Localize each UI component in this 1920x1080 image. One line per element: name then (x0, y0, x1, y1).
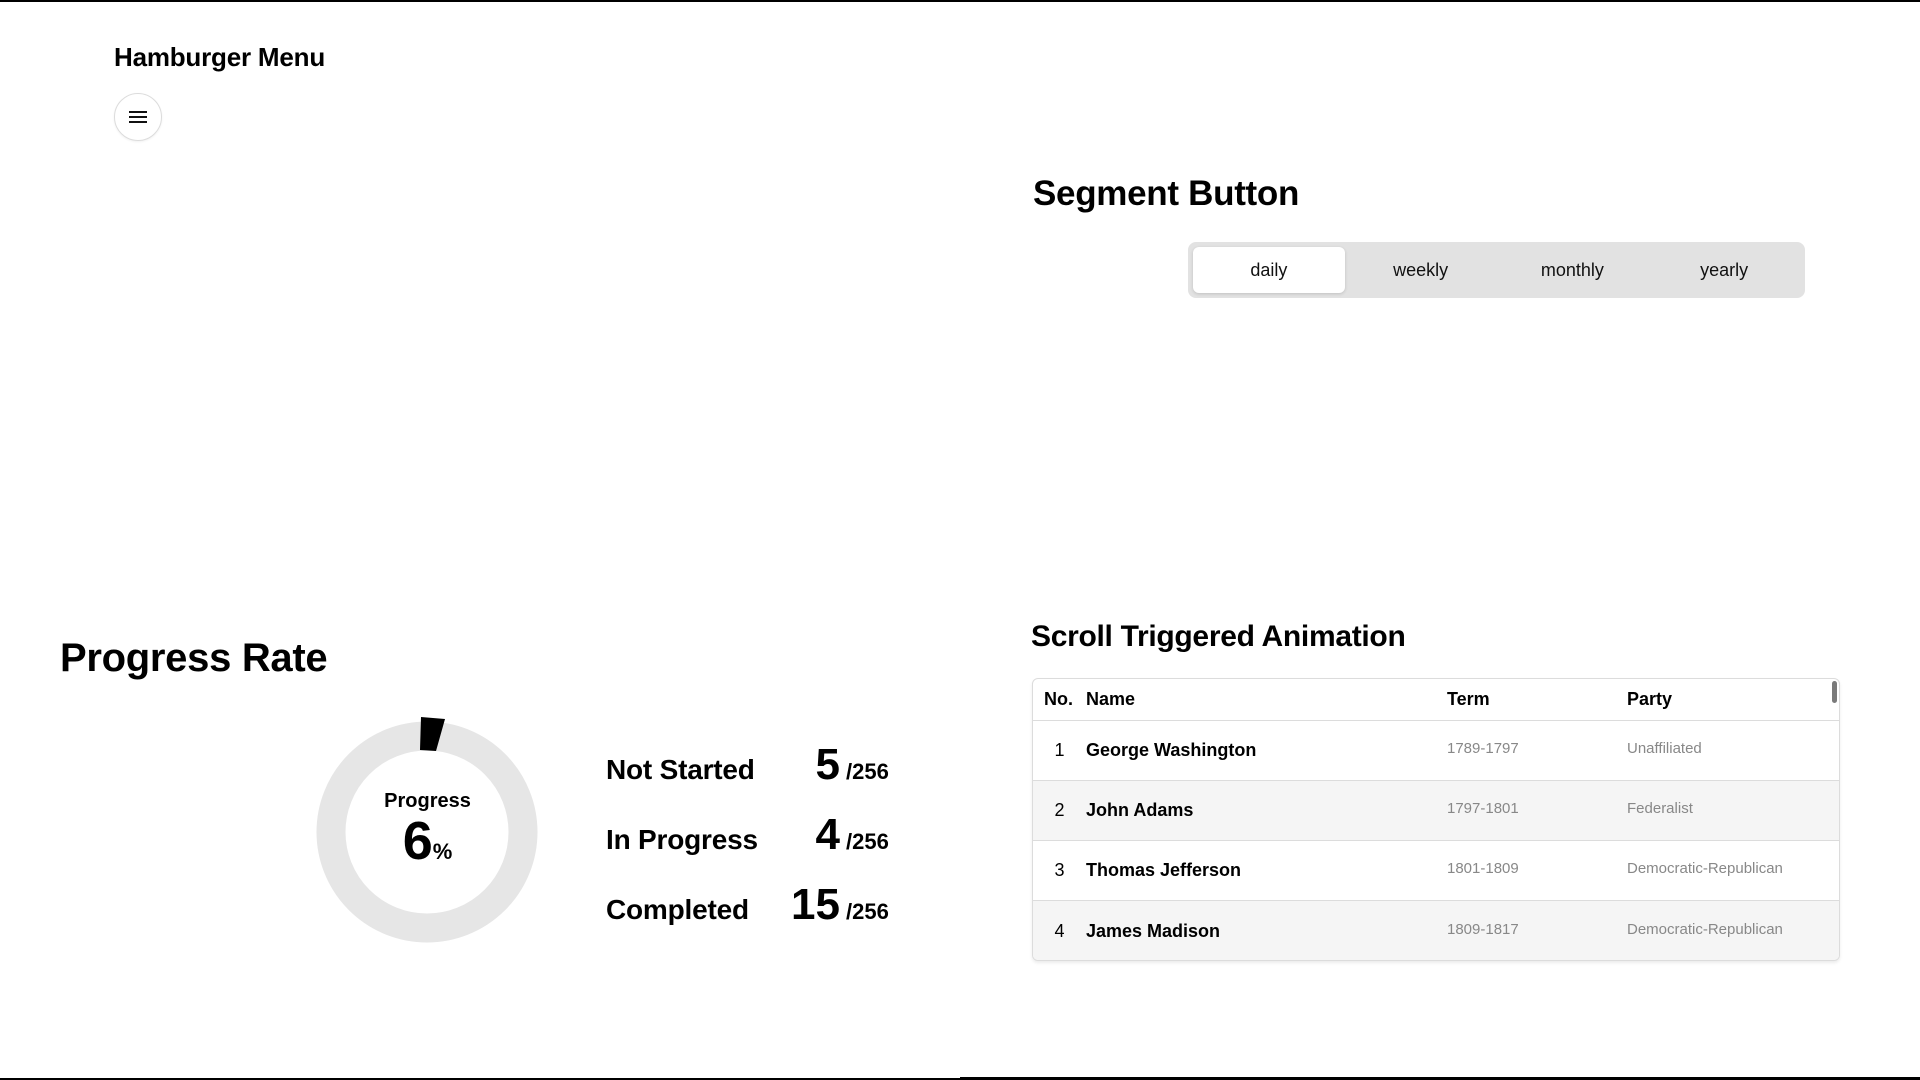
cell-no: 4 (1054, 920, 1065, 941)
hamburger-title: Hamburger Menu (114, 42, 326, 72)
cell-no: 1 (1054, 740, 1065, 760)
cell-no: 2 (1054, 800, 1065, 820)
progress-title: Progress Rate (60, 636, 328, 680)
segment-control (1188, 242, 1805, 298)
stat-value: 4 (815, 810, 840, 859)
stat-value: 15 (791, 880, 840, 929)
cell-term: 1797-1801 (1447, 800, 1519, 817)
cell-term: 1789-1797 (1447, 740, 1519, 757)
cell-name: Thomas Jefferson (1086, 860, 1242, 880)
segment-weekly[interactable]: weekly (1393, 259, 1449, 280)
stat-not-started (606, 740, 896, 810)
stat-total: /256 (846, 899, 889, 924)
header-party: Party (1627, 689, 1673, 709)
cell-party: Federalist (1627, 800, 1693, 817)
segment-daily[interactable]: daily (1193, 247, 1345, 293)
donut-label: Progress (384, 790, 471, 812)
hamburger-menu-button[interactable] (114, 93, 162, 141)
cell-name: James Madison (1086, 920, 1221, 941)
scroll-title: Scroll Triggered Animation (1031, 620, 1406, 653)
hamburger-icon-line (129, 121, 147, 123)
donut-value (305, 810, 550, 872)
cell-term: 1809-1817 (1447, 920, 1519, 938)
stat-in-progress (606, 810, 896, 880)
cell-name: George Washington (1086, 740, 1257, 760)
cell-name: John Adams (1086, 800, 1194, 820)
table-scrollbar[interactable] (1832, 681, 1837, 703)
donut-percent-sign: % (432, 839, 453, 864)
table-header (1033, 679, 1839, 721)
cell-party: Democratic-Republican (1627, 860, 1783, 877)
cell-no: 3 (1054, 860, 1065, 880)
header-term: Term (1447, 689, 1490, 709)
stat-total: /256 (846, 759, 889, 784)
stat-label: In Progress (606, 824, 758, 855)
segment-monthly[interactable]: monthly (1540, 259, 1604, 280)
hamburger-icon-line (129, 116, 147, 118)
progress-stats (606, 740, 896, 950)
stat-value: 5 (815, 740, 840, 789)
cell-party: Unaffiliated (1627, 740, 1702, 757)
donut-percent: 6 (402, 811, 433, 871)
table-row (1033, 901, 1839, 961)
top-border (0, 0, 1920, 2)
stat-label: Completed (606, 894, 749, 925)
stat-total: /256 (846, 829, 889, 854)
table-row (1033, 841, 1839, 901)
table-row (1033, 781, 1839, 841)
table-body (1033, 721, 1839, 961)
stat-label: Not Started (606, 754, 755, 785)
header-no: No. (1044, 689, 1073, 709)
segment-title: Segment Button (1033, 174, 1300, 213)
cell-term: 1801-1809 (1447, 860, 1519, 877)
header-name: Name (1086, 689, 1136, 709)
cell-party: Democratic-Republican (1627, 920, 1783, 938)
stat-completed (606, 880, 896, 950)
table-row (1033, 721, 1839, 781)
segment-yearly[interactable]: yearly (1700, 259, 1749, 280)
hamburger-icon-line (129, 111, 147, 113)
presidents-table[interactable] (1032, 678, 1840, 961)
